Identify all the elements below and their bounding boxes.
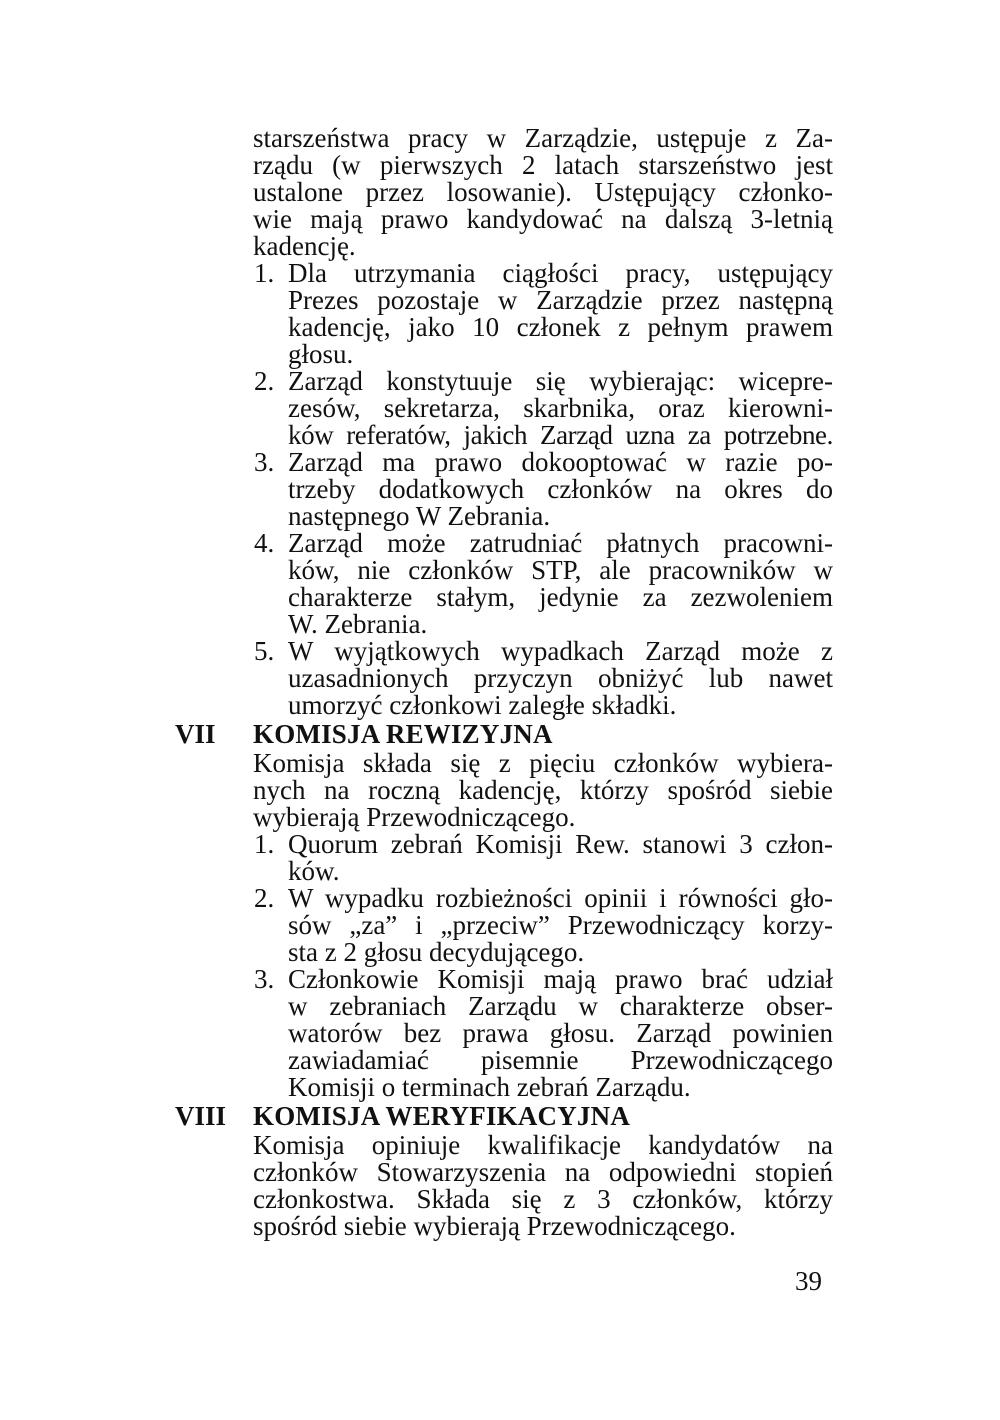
list-item-number: 4. xyxy=(254,528,275,558)
list-item-line: głosu. xyxy=(288,339,354,369)
section-body-line: członków Stowarzyszenia na odpowiedni stopień xyxy=(253,1157,833,1187)
list-item-line: Zarząd ma prawo dokooptować w razie po- xyxy=(288,447,833,477)
section-body-line: członkostwa. Składa się z 3 członków, którzy xyxy=(253,1184,833,1214)
section-title: KOMISJA REWIZYJNA xyxy=(253,719,553,749)
list-item-line: Komisji o terminach zebrań Zarządu. xyxy=(288,1072,691,1102)
list-item-line: ków. xyxy=(288,856,340,886)
section-number: VIII xyxy=(175,1101,227,1131)
section-number: VII xyxy=(175,719,216,749)
list-item-line: Prezes pozostaje w Zarządzie przez następną xyxy=(288,285,833,315)
list-item-line: zawiadamiać pisemnie Przewodniczącego xyxy=(288,1045,833,1075)
list-item-line: ków, nie członków STP, ale pracowników w xyxy=(288,555,833,585)
list-item-line: Zarząd konstytuuje się wybierając: wicepre- xyxy=(288,366,833,396)
list-item-line: w zebraniach Zarządu w charakterze obser- xyxy=(288,991,833,1021)
list-item-line: Quorum zebrań Komisji Rew. stanowi 3 człon- xyxy=(288,829,833,859)
section-title: KOMISJA WERYFIKACYJNA xyxy=(253,1101,631,1131)
section-body-line: Komisja składa się z pięciu członków wybiera- xyxy=(253,748,833,778)
list-item-line: kadencję, jako 10 członek z pełnym prawem xyxy=(288,312,833,342)
list-item-number: 2. xyxy=(254,883,275,913)
list-item-number: 3. xyxy=(254,964,275,994)
intro-line: wie mają prawo kandydować na dalszą 3-letnią xyxy=(253,204,833,234)
list-item-line: Członkowie Komisji mają prawo brać udział xyxy=(288,964,833,994)
list-item-line: umorzyć członkowi zaległe składki. xyxy=(288,690,677,720)
intro-line: starszeństwa pracy w Zarządzie, ustępuje z Za- xyxy=(253,123,833,153)
list-item-line: uzasadnionych przyczyn obniżyć lub nawet xyxy=(288,663,833,693)
list-item-number: 5. xyxy=(254,636,275,666)
list-item-number: 2. xyxy=(254,366,275,396)
list-item-line: W wyjątkowych wypadkach Zarząd może z xyxy=(288,636,833,666)
list-item-line: Dla utrzymania ciągłości pracy, ustępujący xyxy=(288,258,833,288)
intro-line: rządu (w pierwszych 2 latach starszeństwo jest xyxy=(253,150,833,180)
list-item-line: W. Zebrania. xyxy=(288,609,428,639)
section-body-line: nych na roczną kadencję, którzy spośród siebie xyxy=(253,775,833,805)
list-item-line: zesów, sekretarza, skarbnika, oraz kierowni- xyxy=(288,393,833,423)
list-item-number: 3. xyxy=(254,447,275,477)
section-body-line: wybierają Przewodniczącego. xyxy=(253,802,576,832)
list-item-number: 1. xyxy=(254,258,275,288)
list-item-line: trzeby dodatkowych członków na okres do xyxy=(288,474,833,504)
intro-line: ustalone przez losowanie). Ustępujący członko- xyxy=(253,177,833,207)
list-item-line: Zarząd może zatrudniać płatnych pracowni- xyxy=(288,528,833,558)
section-body-line: Komisja opiniuje kwalifikacje kandydatów na xyxy=(253,1130,833,1160)
list-item-line: watorów bez prawa głosu. Zarząd powinien xyxy=(288,1018,833,1048)
section-body-line: spośród siebie wybierają Przewodniczącego. xyxy=(253,1211,736,1241)
list-item-line: ków referatów, jakich Zarząd uzna za potrzebne. xyxy=(288,420,833,450)
list-item-line: W wypadku rozbieżności opinii i równości gło- xyxy=(288,883,833,913)
page-number: 39 xyxy=(795,1266,822,1296)
list-item-line: sta z 2 głosu decydującego. xyxy=(288,937,585,967)
list-item-line: sów „za” i „przeciw” Przewodniczący korzy- xyxy=(288,910,833,940)
list-item-line: następnego W Zebrania. xyxy=(288,501,551,531)
list-item-number: 1. xyxy=(254,829,275,859)
list-item-line: charakterze stałym, jedynie za zezwoleniem xyxy=(288,582,833,612)
intro-line: kadencję. xyxy=(253,231,356,261)
